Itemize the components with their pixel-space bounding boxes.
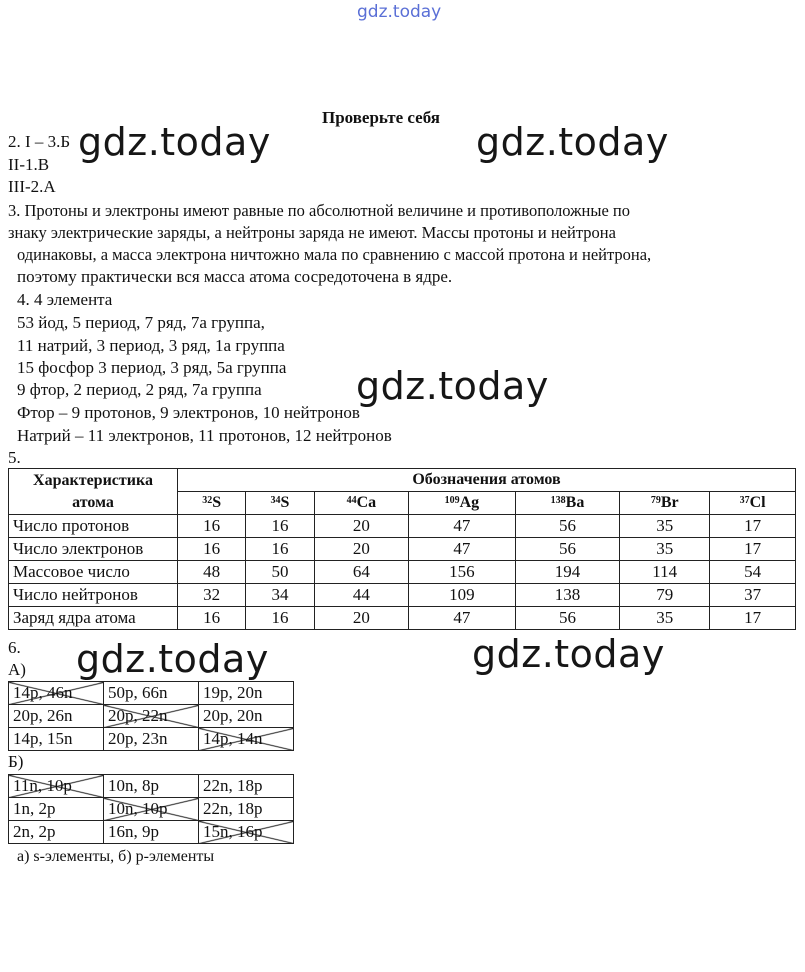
atom-symbol <box>178 492 246 515</box>
grid-row <box>9 798 294 821</box>
atom-symbol <box>515 492 619 515</box>
table-cell: 64 <box>314 561 408 584</box>
crossed-cell: 10n, 10p <box>104 798 199 821</box>
table-cell: 48 <box>178 561 246 584</box>
answer-3-line-4: поэтому практически вся масса атома сосредоточена в ядре. <box>17 267 453 286</box>
atom-mass-number: 138 <box>550 495 566 506</box>
table-row <box>9 584 796 607</box>
atoms-table <box>8 468 796 630</box>
table-cell: 56 <box>515 515 619 538</box>
atom-symbol-text: Ba <box>565 494 585 511</box>
table-cell: 32 <box>178 584 246 607</box>
table-cell: 114 <box>620 561 710 584</box>
table-cell: 35 <box>620 515 710 538</box>
row-label: Число протонов <box>9 515 178 538</box>
answer-3-line-2: знаку электрические заряды, а нейтроны заряда не имеют. Массы протоны и нейтрона <box>8 223 616 242</box>
answer-4-line-2: 11 натрий, 3 период, 3 ряд, 1а группа <box>17 336 285 355</box>
table-cell: 47 <box>409 515 516 538</box>
table-cell: 17 <box>710 515 796 538</box>
table-cell: 35 <box>620 607 710 630</box>
table-cell: 16 <box>246 538 314 561</box>
grid-row <box>9 728 294 751</box>
table-cell: 56 <box>515 607 619 630</box>
atom-symbol-text: Br <box>660 494 679 511</box>
row-label: Число нейтронов <box>9 584 178 607</box>
answer-2-1: 2. I – 3.Б <box>8 132 71 151</box>
table-cell: 109 <box>409 584 516 607</box>
answer-2-3: III-2.А <box>8 177 56 196</box>
watermark: gdz.today <box>78 120 271 164</box>
table-cell: 44 <box>314 584 408 607</box>
answer-4-line-4: 9 фтор, 2 период, 2 ряд, 7а группа <box>17 380 262 399</box>
watermark: gdz.today <box>472 632 665 676</box>
atom-symbol-text: Ca <box>356 494 377 511</box>
atom-mass-number: 79 <box>650 495 661 506</box>
atom-symbol-text: Ag <box>459 494 480 511</box>
grid-row <box>9 682 294 705</box>
crossed-cell: 20p, 22n <box>104 705 199 728</box>
table-cell: 79 <box>620 584 710 607</box>
table-cell: 47 <box>409 607 516 630</box>
answer-4-head: 4. 4 элемента <box>17 290 113 309</box>
table-cell: 56 <box>515 538 619 561</box>
table-cell: 138 <box>515 584 619 607</box>
atom-symbol <box>409 492 516 515</box>
grid-cell: 16n, 9p <box>104 821 199 844</box>
watermark: gdz.today <box>476 120 669 164</box>
atom-mass-number: 34 <box>270 495 281 506</box>
grid-cell: 22n, 18p <box>199 775 294 798</box>
table-cell: 20 <box>314 538 408 561</box>
table-cell: 54 <box>710 561 796 584</box>
atom-symbol <box>620 492 710 515</box>
grid-cell: 1n, 2p <box>9 798 104 821</box>
table-cell: 20 <box>314 607 408 630</box>
row-label: Число электронов <box>9 538 178 561</box>
grid-cell: 10n, 8p <box>104 775 199 798</box>
atom-mass-number: 32 <box>202 495 213 506</box>
grid-cell: 20p, 23n <box>104 728 199 751</box>
table-row <box>9 538 796 561</box>
table-cell: 17 <box>710 538 796 561</box>
grid-cell: 14p, 15n <box>9 728 104 751</box>
grid-a <box>8 681 294 751</box>
table-cell: 16 <box>246 515 314 538</box>
watermark: gdz.today <box>356 364 549 408</box>
atom-mass-number: 109 <box>444 495 460 506</box>
answer-4-line-6: Натрий – 11 электронов, 11 протонов, 12 нейтронов <box>17 426 392 445</box>
grid-cell: 50p, 66n <box>104 682 199 705</box>
table-cell: 17 <box>710 607 796 630</box>
grid-row <box>9 705 294 728</box>
table-cell: 47 <box>409 538 516 561</box>
table-cell: 37 <box>710 584 796 607</box>
table-cell: 16 <box>246 607 314 630</box>
table-cell: 50 <box>246 561 314 584</box>
answer-3-line-3: одинаковы, а масса электрона ничтожно мала по сравнению с массой протона и нейтрона, <box>17 245 652 264</box>
watermark: gdz.today <box>76 637 269 681</box>
answer-4-line-1: 53 йод, 5 период, 7 ряд, 7а группа, <box>17 313 265 332</box>
answer-3-line-1: 3. Протоны и электроны имеют равные по абсолютной величине и противоположные по <box>8 201 630 220</box>
grid-cell: 22n, 18p <box>199 798 294 821</box>
crossed-cell: 14p, 14n <box>199 728 294 751</box>
row-label: Заряд ядра атома <box>9 607 178 630</box>
page-title: Проверьте себя <box>322 108 440 127</box>
table-cell: 16 <box>178 515 246 538</box>
grid-b <box>8 774 294 844</box>
table-cell: 156 <box>409 561 516 584</box>
site-header: gdz.today <box>357 2 442 22</box>
answer-6-head: 6. <box>8 638 21 657</box>
grid-cell: 20p, 20n <box>199 705 294 728</box>
crossed-cell: 14p, 46n <box>9 682 104 705</box>
atom-symbol-text: S <box>212 494 222 511</box>
table-cell: 194 <box>515 561 619 584</box>
crossed-cell: 15n, 16p <box>199 821 294 844</box>
atom-mass-number: 44 <box>346 495 357 506</box>
grid-cell: 20p, 26n <box>9 705 104 728</box>
answer-5-head: 5. <box>8 448 21 467</box>
table-cell: 34 <box>246 584 314 607</box>
answer-2-2: II-1.В <box>8 155 50 174</box>
atom-mass-number: 37 <box>739 495 750 506</box>
table-cell: 20 <box>314 515 408 538</box>
answer-6-a-label: А) <box>8 660 26 679</box>
table-row <box>9 515 796 538</box>
answer-6-b-label: Б) <box>8 752 24 771</box>
table-cell: 16 <box>178 538 246 561</box>
table-row <box>9 607 796 630</box>
answer-4-line-5: Фтор – 9 протонов, 9 электронов, 10 нейтронов <box>17 403 360 422</box>
table-cell: 16 <box>178 607 246 630</box>
crossed-cell: 11n, 10p <box>9 775 104 798</box>
answer-4-line-3: 15 фосфор 3 период, 3 ряд, 5а группа <box>17 358 287 377</box>
answer-6-footer: а) s-элементы, б) p-элементы <box>17 848 215 865</box>
row-label: Массовое число <box>9 561 178 584</box>
table-header-characteristic: Характеристика атома <box>9 469 178 515</box>
atom-symbol <box>246 492 314 515</box>
atom-symbol <box>710 492 796 515</box>
table-cell: 35 <box>620 538 710 561</box>
table-header-atoms: Обозначения атомов <box>178 469 796 492</box>
atom-symbol-text: S <box>280 494 290 511</box>
grid-row <box>9 775 294 798</box>
table-row <box>9 561 796 584</box>
grid-row <box>9 821 294 844</box>
atom-symbol <box>314 492 408 515</box>
atom-symbol-text: Cl <box>749 494 766 511</box>
grid-cell: 2n, 2p <box>9 821 104 844</box>
grid-cell: 19p, 20n <box>199 682 294 705</box>
